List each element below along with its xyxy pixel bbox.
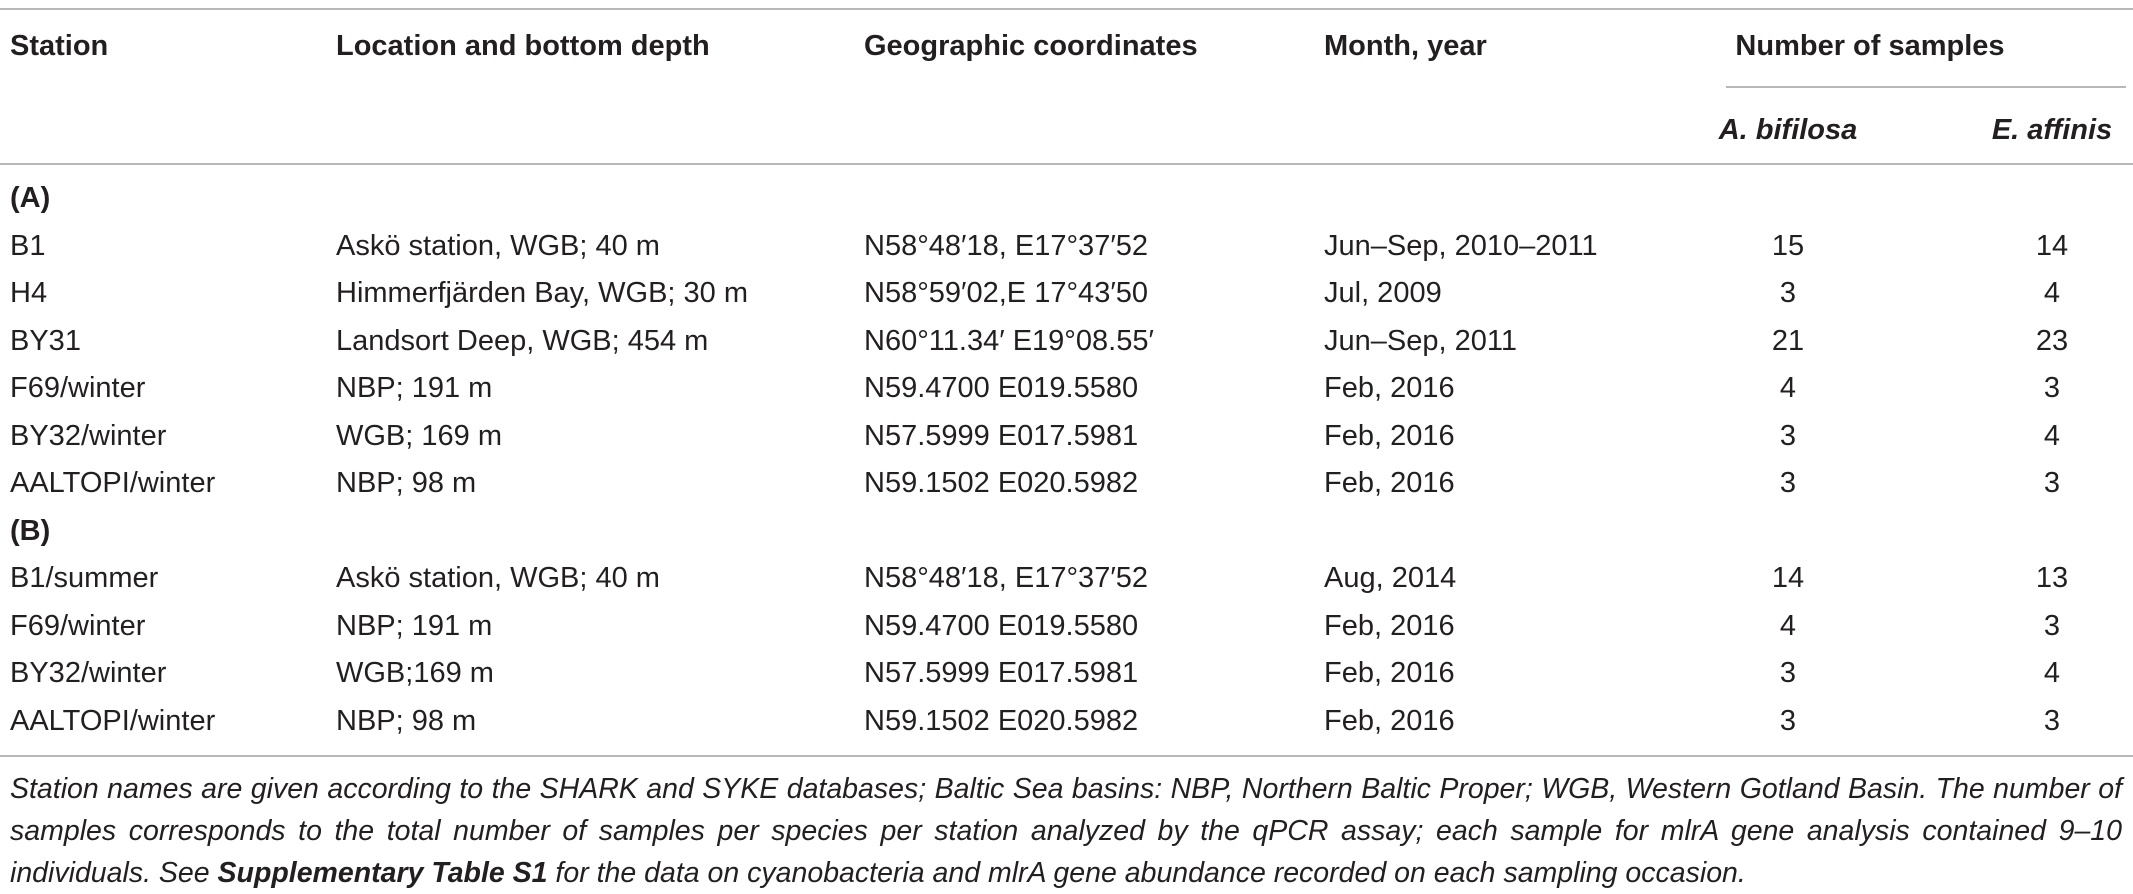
cell-a-bifilosa: 3: [1779, 657, 1797, 689]
cell-location: Askö station, WGB; 40 m: [336, 229, 660, 262]
cell-station: BY31: [10, 324, 81, 357]
cell-station: B1/summer: [10, 562, 159, 594]
cell-e-affinis: 13: [2035, 562, 2069, 594]
cell-month-year: Jun–Sep, 2010–2011: [1324, 229, 1598, 262]
cell-station: AALTOPI/winter: [10, 467, 216, 499]
cell-month-year: Feb, 2016: [1324, 609, 1455, 642]
cell-location: Askö station, WGB; 40 m: [336, 562, 660, 594]
cell-location: Himmerfjärden Bay, WGB; 30 m: [336, 277, 749, 309]
cell-e-affinis: 3: [2043, 704, 2061, 737]
cell-e-affinis: 3: [2043, 609, 2061, 642]
cell-station: B1: [10, 229, 46, 262]
table-footnote: [10, 768, 2122, 894]
cell-a-bifilosa: 4: [1779, 609, 1797, 642]
cell-a-bifilosa: 21: [1771, 324, 1805, 357]
cell-coordinates: N58°59′02,E 17°43′50: [864, 277, 1149, 309]
cell-coordinates: N58°48′18, E17°37′52: [864, 229, 1149, 262]
cell-month-year: Feb, 2016: [1324, 372, 1455, 404]
cell-a-bifilosa: 3: [1779, 467, 1797, 499]
header-species-e-affinis: E. affinis: [1991, 114, 2113, 146]
cell-month-year: Jul, 2009: [1324, 277, 1442, 309]
cell-station: F69/winter: [10, 372, 146, 404]
top-rule: [0, 8, 2133, 10]
supplementary-table-reference: Supplementary Table S1: [217, 857, 548, 889]
cell-month-year: Feb, 2016: [1324, 419, 1455, 452]
cell-a-bifilosa: 14: [1771, 562, 1805, 594]
footnote-text-1: Station names are given according to the SHARK and SYKE databases; Baltic Sea basins: NBP, Northern Baltic Proper; WGB, Western Gotland Basin. The number of samples corresponds to the total number of samples per species per station analyzed by the qPCR assay; each sample for mlrA gene analysis contained 9–10 individuals. See: [10, 773, 2122, 889]
cell-location: NBP; 191 m: [336, 609, 493, 642]
cell-location: NBP; 98 m: [336, 467, 477, 499]
header-location: Location and bottom depth: [336, 30, 710, 62]
cell-e-affinis: 4: [2043, 277, 2061, 309]
samples-subheader-rule: [1726, 86, 2126, 88]
cell-month-year: Feb, 2016: [1324, 467, 1455, 499]
cell-e-affinis: 23: [2035, 324, 2069, 357]
cell-station: AALTOPI/winter: [10, 704, 216, 737]
cell-coordinates: N60°11.34′ E19°08.55′: [864, 324, 1154, 357]
cell-month-year: Aug, 2014: [1324, 562, 1457, 594]
cell-a-bifilosa: 15: [1771, 229, 1805, 262]
cell-location: NBP; 191 m: [336, 372, 493, 404]
cell-location: WGB; 169 m: [336, 419, 502, 452]
footnote-text-2: for the data on cyanobacteria and mlrA gene abundance recorded on each sampling occasion.: [547, 857, 1746, 889]
cell-e-affinis: 3: [2043, 372, 2061, 404]
cell-e-affinis: 4: [2043, 657, 2061, 689]
cell-a-bifilosa: 3: [1779, 704, 1797, 737]
cell-station: BY32/winter: [10, 657, 167, 689]
cell-coordinates: N59.1502 E020.5982: [864, 704, 1139, 737]
cell-location: NBP; 98 m: [336, 704, 477, 737]
cell-month-year: Jun–Sep, 2011: [1324, 324, 1517, 357]
cell-a-bifilosa: 3: [1779, 277, 1797, 309]
header-coordinates: Geographic coordinates: [864, 30, 1198, 62]
cell-location: WGB;169 m: [336, 657, 494, 689]
cell-station: H4: [10, 277, 48, 309]
header-bottom-rule: [0, 163, 2133, 165]
cell-month-year: Feb, 2016: [1324, 704, 1455, 737]
cell-coordinates: N57.5999 E017.5981: [864, 419, 1139, 452]
cell-a-bifilosa: 3: [1779, 419, 1797, 452]
header-station: Station: [10, 30, 109, 62]
cell-coordinates: N59.4700 E019.5580: [864, 372, 1139, 404]
bottom-rule: [0, 755, 2133, 757]
cell-month-year: Feb, 2016: [1324, 657, 1455, 689]
cell-coordinates: N58°48′18, E17°37′52: [864, 562, 1149, 594]
header-month-year: Month, year: [1324, 30, 1487, 62]
section-label: (B): [10, 514, 51, 547]
cell-e-affinis: 3: [2043, 467, 2061, 499]
header-species-a-bifilosa: A. bifilosa: [1718, 114, 1858, 146]
cell-coordinates: N59.1502 E020.5982: [864, 467, 1139, 499]
cell-a-bifilosa: 4: [1779, 372, 1797, 404]
cell-location: Landsort Deep, WGB; 454 m: [336, 324, 709, 357]
cell-coordinates: N59.4700 E019.5580: [864, 609, 1139, 642]
cell-station: F69/winter: [10, 609, 146, 642]
section-label: (A): [10, 182, 51, 214]
cell-station: BY32/winter: [10, 419, 167, 452]
cell-e-affinis: 14: [2035, 229, 2069, 262]
cell-e-affinis: 4: [2043, 419, 2061, 452]
cell-coordinates: N57.5999 E017.5981: [864, 657, 1139, 689]
header-number-of-samples: Number of samples: [1735, 30, 2005, 62]
